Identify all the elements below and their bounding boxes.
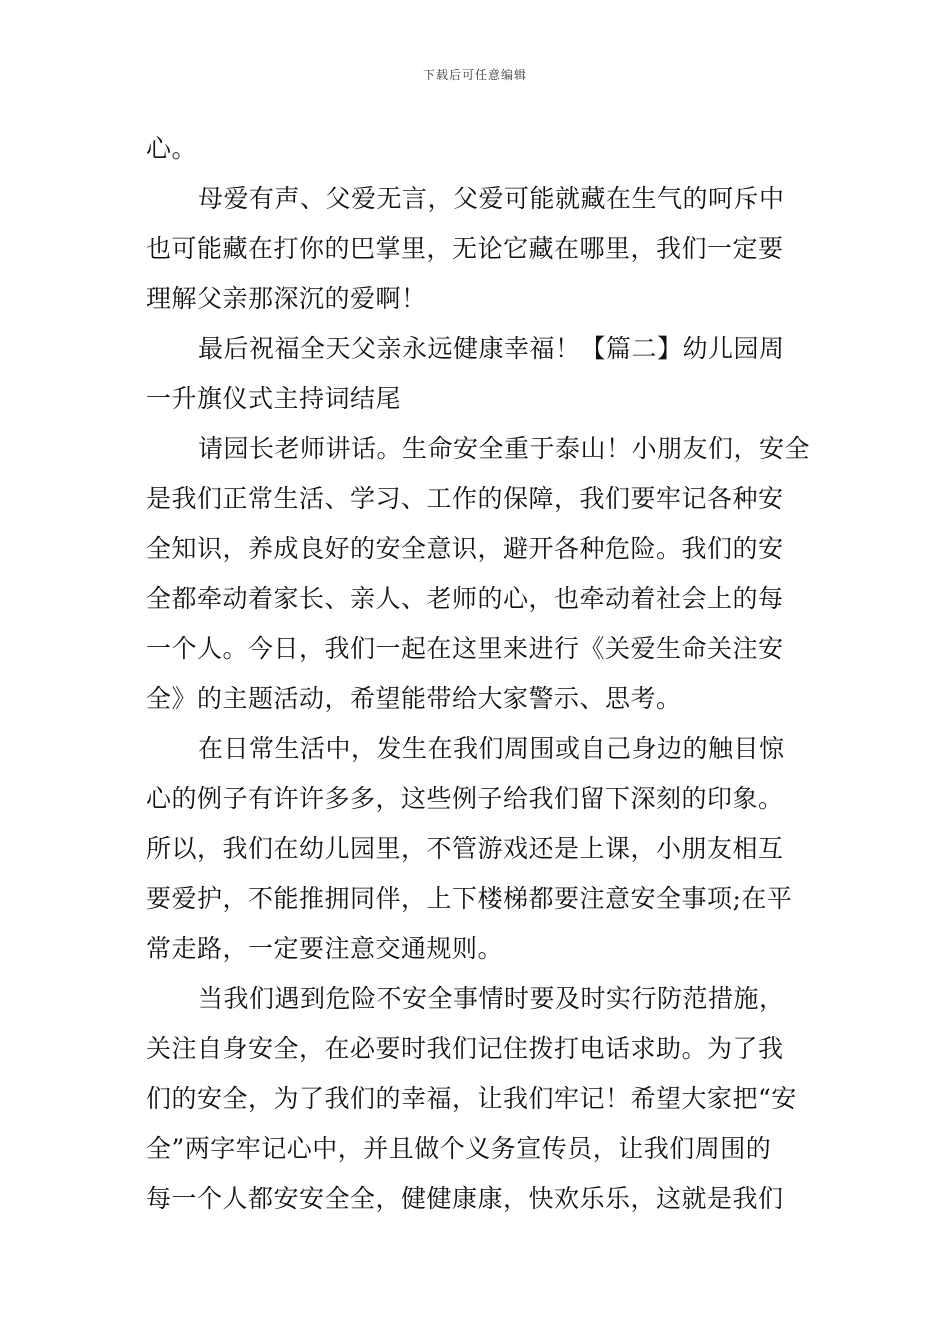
text-line: 理解父亲那深沉的爱啊！ [146, 284, 427, 313]
text-line: 一个人。今日，我们一起在这里来进行《关爱生命关注安 [146, 634, 784, 663]
text-line: 心。 [146, 134, 198, 163]
text-line: 每一个人都安安全全，健健康康，快欢乐乐，这就是我们 [146, 1184, 784, 1213]
text-line: 全”两字牢记心中，并且做个义务宣传员，让我们周围的 [146, 1134, 772, 1163]
text-line: 也可能藏在打你的巴掌里，无论它藏在哪里，我们一定要 [146, 234, 784, 263]
page-header: 下载后可任意编辑 [422, 68, 527, 82]
text-line: 要爱护，不能推拥同伴，上下楼梯都要注意安全事项;在平 [146, 884, 793, 913]
paragraph-first-line: 当我们遇到危险不安全事情时要及时实行防范措施， [198, 984, 785, 1013]
text-line: 常走路，一定要注意交通规则。 [146, 934, 504, 963]
text-line: 心的例子有许许多多，这些例子给我们留下深刻的印象。 [146, 784, 784, 813]
text-line: 全都牵动着家长、亲人、老师的心，也牵动着社会上的每 [146, 584, 784, 613]
text-line: 关注自身安全，在必要时我们记住拨打电话求助。为了我 [146, 1034, 784, 1063]
paragraph-first-line: 请园长老师讲话。生命安全重于泰山！小朋友们，安全 [198, 434, 811, 463]
text-line: 全知识，养成良好的安全意识，避开各种危险。我们的安 [146, 534, 784, 563]
paragraph-first-line: 在日常生活中，发生在我们周围或自己身边的触目惊 [198, 734, 785, 763]
text-line: 所以，我们在幼儿园里，不管游戏还是上课，小朋友相互 [146, 834, 784, 863]
text-line: 是我们正常生活、学习、工作的保障，我们要牢记各种安 [146, 484, 784, 513]
text-line: 们的安全，为了我们的幸福，让我们牢记！希望大家把“安 [146, 1084, 797, 1113]
paragraph-first-line: 母爱有声、父爱无言，父爱可能就藏在生气的呵斥中 [198, 184, 785, 213]
document-body [146, 124, 810, 1224]
text-line: 一升旗仪式主持词结尾 [146, 384, 402, 413]
paragraph-first-line: 最后祝福全天父亲永远健康幸福！【篇二】幼儿园周 [198, 334, 785, 363]
text-line: 全》的主题活动，希望能带给大家警示、思考。 [146, 684, 682, 713]
